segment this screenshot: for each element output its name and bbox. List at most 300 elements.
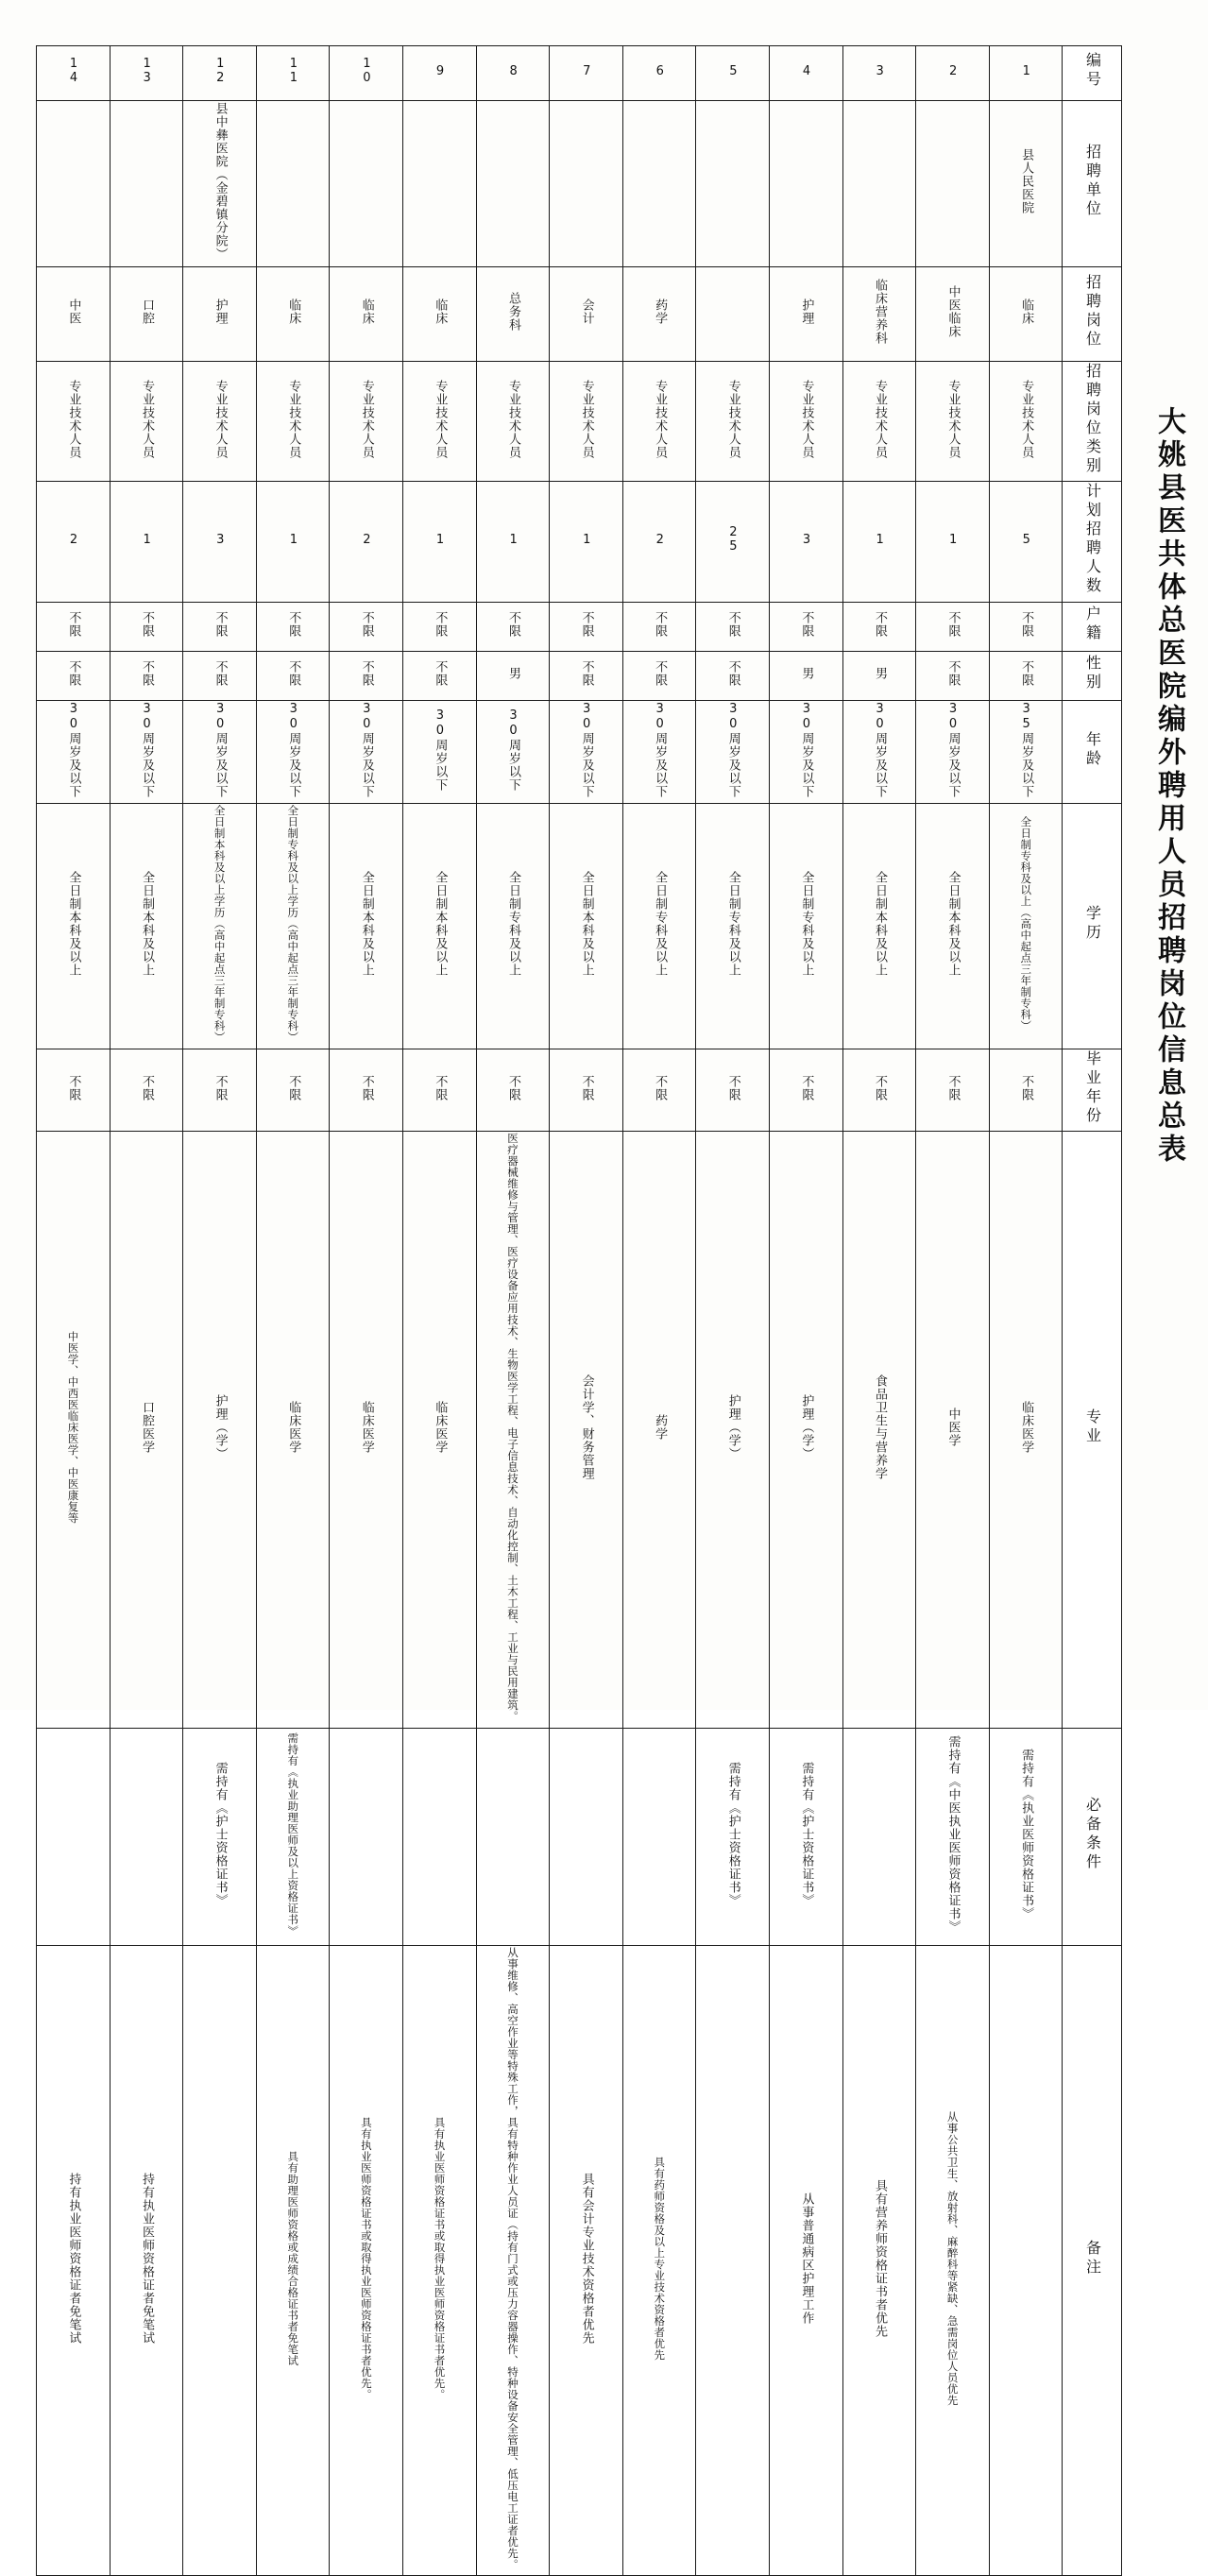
- cell-age: [622, 700, 696, 804]
- cell-remarks: [916, 1945, 990, 2576]
- cell-no: [476, 46, 550, 101]
- cell-education: [256, 804, 330, 1049]
- cell-text: 不限: [872, 610, 887, 638]
- cell-text: 不限: [653, 659, 668, 687]
- cell-education: [769, 804, 842, 1049]
- cell-remarks: [989, 1945, 1063, 2576]
- cell-text: 1: [140, 532, 155, 547]
- cell-text: 不限: [725, 610, 740, 638]
- cell-household: [256, 602, 330, 651]
- cell-text: 30周岁及以下: [286, 701, 301, 798]
- cell-household: [110, 602, 183, 651]
- cell-text: 35周岁及以下: [1019, 701, 1034, 798]
- cell-text: 临床医学: [359, 1401, 374, 1455]
- cell-text: 专业技术人员: [579, 379, 594, 459]
- cell-household: [476, 602, 550, 651]
- cell-text: 需持有《执业医师资格证书》: [1019, 1749, 1034, 1921]
- cell-post: [916, 266, 990, 361]
- cell-text: 不限: [799, 610, 814, 638]
- cell-text: 专业技术人员: [945, 379, 961, 459]
- header-text: 招聘岗位类别: [1083, 362, 1102, 476]
- cell-age: [550, 700, 623, 804]
- cell-text: 专业技术人员: [66, 379, 81, 459]
- cell-text: 30周岁及以下: [140, 701, 155, 798]
- cell-grad_year: [402, 1049, 476, 1132]
- cell-major: [476, 1132, 550, 1729]
- header-text: 计划招聘人数: [1083, 483, 1102, 597]
- cell-no: [842, 46, 916, 101]
- cell-household: [696, 602, 770, 651]
- cell-plan_count: [37, 482, 111, 603]
- cell-major: [622, 1132, 696, 1729]
- cell-age: [330, 700, 403, 804]
- cell-text: 临床医学: [1019, 1401, 1034, 1455]
- cell-no: [183, 46, 257, 101]
- cell-text: 10: [359, 57, 374, 86]
- cell-text: 全日制本科及以上学历（高中起点三年制专科）: [213, 805, 227, 1044]
- cell-text: 不限: [140, 610, 155, 638]
- cell-post_type: [696, 361, 770, 482]
- cell-text: 口腔: [140, 298, 155, 325]
- cell-no: [696, 46, 770, 101]
- cell-text: 不限: [140, 1074, 155, 1101]
- cell-major: [550, 1132, 623, 1729]
- cell-unit: [696, 101, 770, 267]
- cell-post: [476, 266, 550, 361]
- cell-post: [402, 266, 476, 361]
- header-remarks: [1063, 1945, 1122, 2576]
- cell-text: 8: [506, 63, 521, 78]
- cell-text: 口腔医学: [140, 1401, 155, 1455]
- cell-text: 14: [66, 57, 81, 86]
- table-row: [37, 1728, 1122, 1945]
- cell-unit: [476, 101, 550, 267]
- cell-text: 临床: [433, 298, 448, 325]
- cell-text: 男: [505, 666, 520, 680]
- page-title: 大姚县医共体总医院编外聘用人员招聘岗位信息总表: [1152, 406, 1185, 1167]
- cell-text: 全日制本科及以上: [140, 871, 155, 978]
- table-row: [37, 602, 1122, 651]
- cell-plan_count: [256, 482, 330, 603]
- cell-text: 全日制专科及以上: [799, 871, 814, 978]
- cell-household: [402, 602, 476, 651]
- cell-text: 县中彝医院（金碧镇分院）: [213, 102, 228, 261]
- cell-education: [696, 804, 770, 1049]
- cell-text: 具有执业医师资格证书或取得执业医师资格证书者优先。: [359, 2116, 373, 2400]
- cell-post_type: [256, 361, 330, 482]
- table-row: [37, 361, 1122, 482]
- cell-grad_year: [989, 1049, 1063, 1132]
- cell-gender: [769, 651, 842, 700]
- table-row: [37, 651, 1122, 700]
- cell-unit: [256, 101, 330, 267]
- cell-text: 30周岁以下: [505, 708, 520, 792]
- header-plan_count: [1063, 482, 1122, 603]
- header-post: [1063, 266, 1122, 361]
- cell-text: 具有助理医师资格或成绩合格证书者免笔试: [286, 2150, 300, 2366]
- cell-text: 1: [506, 532, 521, 547]
- cell-text: 不限: [799, 1074, 814, 1101]
- cell-remarks: [550, 1945, 623, 2576]
- cell-grad_year: [622, 1049, 696, 1132]
- cell-post_type: [402, 361, 476, 482]
- cell-required: [330, 1728, 403, 1945]
- header-text: 招聘岗位: [1083, 273, 1102, 350]
- cell-text: 临床: [1019, 298, 1034, 325]
- cell-education: [110, 804, 183, 1049]
- cell-text: 3: [873, 63, 888, 78]
- cell-grad_year: [550, 1049, 623, 1132]
- cell-plan_count: [330, 482, 403, 603]
- cell-gender: [110, 651, 183, 700]
- cell-gender: [183, 651, 257, 700]
- cell-no: [989, 46, 1063, 101]
- cell-education: [622, 804, 696, 1049]
- cell-text: 13: [140, 57, 155, 86]
- cell-post_type: [769, 361, 842, 482]
- cell-post: [330, 266, 403, 361]
- cell-text: 专业技术人员: [213, 379, 228, 459]
- cell-text: 不限: [579, 659, 594, 687]
- cell-text: 30周岁及以下: [213, 701, 228, 798]
- cell-text: 全日制本科及以上: [433, 871, 448, 978]
- cell-grad_year: [37, 1049, 111, 1132]
- header-post_type: [1063, 361, 1122, 482]
- cell-major: [37, 1132, 111, 1729]
- cell-plan_count: [550, 482, 623, 603]
- cell-education: [989, 804, 1063, 1049]
- cell-unit: [769, 101, 842, 267]
- cell-grad_year: [110, 1049, 183, 1132]
- cell-remarks: [696, 1945, 770, 2576]
- cell-text: 具有执业医师资格证书或取得执业医师资格证书者优先。: [433, 2116, 447, 2400]
- cell-post: [110, 266, 183, 361]
- cell-text: 具有会计专业技术资格者优先: [579, 2172, 594, 2345]
- header-household: [1063, 602, 1122, 651]
- cell-remarks: [37, 1945, 111, 2576]
- cell-gender: [402, 651, 476, 700]
- cell-grad_year: [916, 1049, 990, 1132]
- cell-text: 需持有《中医执业医师资格证书》: [945, 1735, 961, 1935]
- cell-gender: [696, 651, 770, 700]
- cell-text: 专业技术人员: [1019, 379, 1034, 459]
- header-gender: [1063, 651, 1122, 700]
- cell-unit: [330, 101, 403, 267]
- cell-required: [256, 1728, 330, 1945]
- cell-age: [989, 700, 1063, 804]
- cell-age: [769, 700, 842, 804]
- cell-text: 中医学、中西医临床医学、中医康复等: [66, 1331, 80, 1525]
- cell-text: 药学: [653, 298, 668, 325]
- cell-grad_year: [476, 1049, 550, 1132]
- cell-major: [256, 1132, 330, 1729]
- cell-text: 不限: [505, 610, 520, 638]
- cell-no: [622, 46, 696, 101]
- cell-unit: [183, 101, 257, 267]
- cell-plan_count: [842, 482, 916, 603]
- cell-text: 不限: [359, 1074, 374, 1101]
- cell-remarks: [476, 1945, 550, 2576]
- cell-no: [110, 46, 183, 101]
- cell-post_type: [37, 361, 111, 482]
- cell-major: [989, 1132, 1063, 1729]
- cell-text: 30周岁以下: [433, 708, 448, 792]
- table-row: [37, 1049, 1122, 1132]
- cell-text: 临床营养科: [872, 278, 887, 345]
- cell-text: 不限: [1019, 610, 1034, 638]
- cell-post: [989, 266, 1063, 361]
- cell-text: 不限: [213, 610, 228, 638]
- cell-text: 9: [433, 63, 448, 78]
- cell-household: [989, 602, 1063, 651]
- cell-text: 不限: [505, 1074, 520, 1101]
- cell-unit: [989, 101, 1063, 267]
- cell-text: 会计学、财务管理: [579, 1374, 594, 1481]
- cell-text: 从事公共卫生、放射科、麻醉科等紧缺、急需岗位人员优先: [945, 2110, 960, 2406]
- header-text: 户籍: [1083, 605, 1102, 643]
- cell-household: [916, 602, 990, 651]
- cell-major: [696, 1132, 770, 1729]
- cell-plan_count: [989, 482, 1063, 603]
- cell-gender: [550, 651, 623, 700]
- cell-text: 3: [213, 532, 228, 547]
- cell-required: [916, 1728, 990, 1945]
- cell-unit: [842, 101, 916, 267]
- cell-text: 全日制本科及以上: [66, 871, 81, 978]
- cell-text: 不限: [945, 610, 961, 638]
- cell-text: 不限: [286, 659, 301, 687]
- cell-text: 不限: [725, 1074, 740, 1101]
- cell-remarks: [842, 1945, 916, 2576]
- cell-text: 30周岁及以下: [945, 701, 961, 798]
- cell-plan_count: [476, 482, 550, 603]
- cell-text: 男: [872, 666, 887, 680]
- cell-text: 总务科: [505, 291, 520, 332]
- cell-text: 护理（学）: [725, 1394, 740, 1461]
- cell-post_type: [916, 361, 990, 482]
- cell-no: [37, 46, 111, 101]
- cell-age: [256, 700, 330, 804]
- cell-post_type: [989, 361, 1063, 482]
- cell-gender: [842, 651, 916, 700]
- cell-grad_year: [769, 1049, 842, 1132]
- cell-household: [183, 602, 257, 651]
- cell-household: [550, 602, 623, 651]
- cell-post_type: [476, 361, 550, 482]
- cell-text: 全日制专科及以上: [505, 871, 520, 978]
- cell-household: [769, 602, 842, 651]
- cell-gender: [37, 651, 111, 700]
- cell-major: [110, 1132, 183, 1729]
- cell-remarks: [256, 1945, 330, 2576]
- cell-text: 30周岁及以下: [579, 701, 594, 798]
- cell-text: 医疗器械维修与管理、医疗设备应用技术、生物医学工程、电子信息技术、自动化控制、土木工程、工业与民用建筑。: [506, 1133, 520, 1723]
- cell-remarks: [110, 1945, 183, 2576]
- header-grad_year: [1063, 1049, 1122, 1132]
- cell-text: 不限: [872, 1074, 887, 1101]
- cell-text: 护理: [213, 298, 228, 325]
- cell-text: 全日制本科及以上: [579, 871, 594, 978]
- cell-text: 不限: [579, 610, 594, 638]
- cell-text: 不限: [579, 1074, 594, 1101]
- table-row: [37, 1132, 1122, 1729]
- header-text: 必备条件: [1083, 1797, 1102, 1873]
- header-age: [1063, 700, 1122, 804]
- cell-text: 30周岁及以下: [799, 701, 814, 798]
- cell-text: 不限: [433, 659, 448, 687]
- cell-text: 专业技术人员: [286, 379, 301, 459]
- header-text: 备注: [1083, 2239, 1102, 2277]
- cell-text: 从事维修、高空作业等特殊工作，具有特种作业人员证（持有门式或压力容器操作、特种设备安全管理、低压电工证者优先。: [506, 1946, 520, 2570]
- cell-text: 1: [873, 532, 888, 547]
- cell-text: 不限: [945, 1074, 961, 1101]
- cell-gender: [622, 651, 696, 700]
- cell-text: 5: [1019, 532, 1034, 547]
- cell-gender: [989, 651, 1063, 700]
- cell-no: [916, 46, 990, 101]
- cell-text: 护理（学）: [799, 1394, 814, 1461]
- cell-required: [110, 1728, 183, 1945]
- cell-unit: [37, 101, 111, 267]
- table-row: [37, 101, 1122, 267]
- cell-text: 全日制专科及以上: [725, 871, 740, 978]
- cell-age: [183, 700, 257, 804]
- cell-text: 专业技术人员: [872, 379, 887, 459]
- cell-major: [402, 1132, 476, 1729]
- cell-text: 2: [653, 532, 668, 547]
- cell-text: 全日制专科及以上（高中起点三年制专科）: [1019, 816, 1033, 1032]
- table-row: [37, 1945, 1122, 2576]
- cell-remarks: [769, 1945, 842, 2576]
- cell-major: [842, 1132, 916, 1729]
- cell-age: [402, 700, 476, 804]
- cell-text: 30周岁及以下: [872, 701, 887, 798]
- cell-no: [769, 46, 842, 101]
- cell-remarks: [330, 1945, 403, 2576]
- cell-text: 不限: [66, 1074, 81, 1101]
- cell-no: [256, 46, 330, 101]
- cell-text: 护理（学）: [213, 1394, 228, 1461]
- cell-household: [330, 602, 403, 651]
- header-text: 年龄: [1083, 730, 1102, 769]
- cell-education: [330, 804, 403, 1049]
- cell-unit: [622, 101, 696, 267]
- recruitment-table: [36, 45, 1122, 2576]
- cell-text: 需持有《执业助理医师及以上资格证书》: [286, 1732, 300, 1937]
- cell-major: [330, 1132, 403, 1729]
- cell-education: [916, 804, 990, 1049]
- cell-text: 不限: [213, 1074, 228, 1101]
- cell-education: [183, 804, 257, 1049]
- cell-text: 30周岁及以下: [725, 701, 740, 798]
- cell-text: 食品卫生与营养学: [872, 1374, 887, 1481]
- cell-text: 7: [579, 63, 594, 78]
- cell-plan_count: [696, 482, 770, 603]
- cell-grad_year: [696, 1049, 770, 1132]
- cell-education: [842, 804, 916, 1049]
- cell-required: [769, 1728, 842, 1945]
- cell-major: [183, 1132, 257, 1729]
- header-text: 专业: [1083, 1408, 1102, 1447]
- cell-text: 2: [66, 532, 81, 547]
- cell-no: [330, 46, 403, 101]
- cell-age: [37, 700, 111, 804]
- cell-text: 不限: [213, 659, 228, 687]
- cell-text: 30周岁及以下: [359, 701, 374, 798]
- cell-required: [476, 1728, 550, 1945]
- cell-text: 不限: [66, 610, 81, 638]
- cell-text: 全日制专科及以上学历（高中起点三年制专科）: [286, 805, 300, 1044]
- cell-text: 12: [213, 57, 228, 86]
- cell-text: 全日制本科及以上: [872, 871, 887, 978]
- cell-text: 25: [725, 525, 740, 554]
- cell-text: 不限: [653, 610, 668, 638]
- cell-plan_count: [769, 482, 842, 603]
- cell-text: 不限: [286, 1074, 301, 1101]
- cell-text: 临床医学: [433, 1401, 448, 1455]
- cell-text: 2: [945, 63, 961, 78]
- cell-unit: [916, 101, 990, 267]
- cell-education: [550, 804, 623, 1049]
- cell-text: 临床: [359, 298, 374, 325]
- recruitment-table-wrapper: [36, 45, 1122, 2570]
- cell-grad_year: [183, 1049, 257, 1132]
- table-row: [37, 482, 1122, 603]
- cell-post_type: [842, 361, 916, 482]
- cell-text: 不限: [286, 610, 301, 638]
- cell-text: 中医临床: [945, 284, 961, 338]
- cell-plan_count: [916, 482, 990, 603]
- cell-post: [842, 266, 916, 361]
- cell-text: 不限: [140, 659, 155, 687]
- cell-post_type: [550, 361, 623, 482]
- cell-plan_count: [110, 482, 183, 603]
- cell-post: [37, 266, 111, 361]
- cell-text: 11: [286, 57, 301, 86]
- cell-age: [916, 700, 990, 804]
- cell-required: [696, 1728, 770, 1945]
- cell-text: 临床医学: [286, 1401, 301, 1455]
- header-required: [1063, 1728, 1122, 1945]
- table-row: [37, 700, 1122, 804]
- header-unit: [1063, 101, 1122, 267]
- cell-text: 需持有《护士资格证书》: [799, 1762, 814, 1908]
- header-text: 毕业年份: [1083, 1049, 1102, 1126]
- cell-text: 4: [799, 63, 814, 78]
- header-major: [1063, 1132, 1122, 1729]
- cell-education: [37, 804, 111, 1049]
- cell-text: 专业技术人员: [505, 379, 520, 459]
- cell-text: 1: [579, 532, 594, 547]
- header-text: 性别: [1083, 654, 1102, 692]
- cell-text: 会计: [579, 298, 594, 325]
- cell-text: 专业技术人员: [140, 379, 155, 459]
- cell-text: 30周岁及以下: [653, 701, 668, 798]
- cell-gender: [256, 651, 330, 700]
- cell-text: 3: [799, 532, 814, 547]
- cell-text: 具有药师资格及以上专业技术资格者优先: [653, 2156, 667, 2361]
- cell-text: 全日制本科及以上: [945, 871, 961, 978]
- cell-text: 不限: [945, 659, 961, 687]
- cell-major: [916, 1132, 990, 1729]
- table-row: [37, 46, 1122, 101]
- header-no: [1063, 46, 1122, 101]
- cell-text: 中医学: [945, 1407, 961, 1448]
- cell-text: 不限: [66, 659, 81, 687]
- cell-text: 不限: [433, 610, 448, 638]
- cell-text: 2: [359, 532, 374, 547]
- cell-text: 药学: [653, 1414, 668, 1442]
